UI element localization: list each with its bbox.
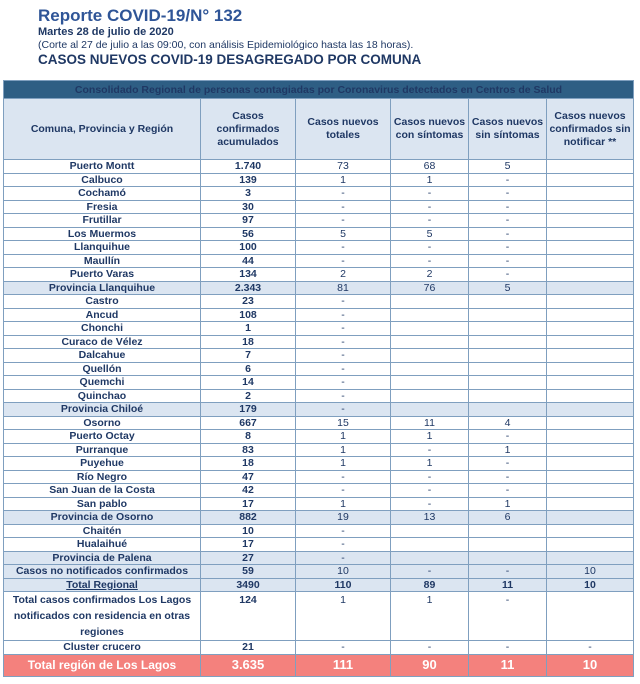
table-cell: 124	[201, 592, 296, 641]
table-cell	[547, 497, 634, 511]
table-row	[4, 241, 634, 255]
table-cell: 81	[296, 281, 391, 295]
table-cell: 10	[547, 654, 634, 676]
row-label: Hualaihué	[4, 538, 201, 552]
row-label: Quemchi	[4, 376, 201, 390]
row-label: Casos no notificados confirmados	[4, 565, 201, 579]
table-cell	[391, 403, 469, 417]
table-cell: -	[296, 524, 391, 538]
table-row	[4, 457, 634, 471]
table-cell: 110	[296, 578, 391, 592]
table-banner-row	[4, 81, 634, 99]
table-cell: 1	[391, 592, 469, 641]
row-label: Fresia	[4, 200, 201, 214]
table-cell	[547, 160, 634, 174]
table-cell: -	[296, 322, 391, 336]
table-row	[4, 187, 634, 201]
table-row	[4, 173, 634, 187]
prov-row	[4, 511, 634, 525]
table-cell	[547, 335, 634, 349]
table-row	[4, 308, 634, 322]
table-row	[4, 470, 634, 484]
table-cell	[547, 281, 634, 295]
table-cell	[391, 349, 469, 363]
table-row	[4, 268, 634, 282]
column-header: Casos nuevos totales	[296, 99, 391, 160]
row-label: Puerto Montt	[4, 160, 201, 174]
table-body	[4, 160, 634, 677]
table-cell: -	[469, 227, 547, 241]
table-cell	[547, 524, 634, 538]
table-banner: Consolidado Regional de personas contagiadas por Coronavirus detectados en Centros de Salud	[4, 81, 634, 99]
table-cell: 83	[201, 443, 296, 457]
table-cell: -	[296, 335, 391, 349]
table-cell	[547, 416, 634, 430]
table-cell: 1	[391, 457, 469, 471]
table-cell	[547, 362, 634, 376]
report-note: (Corte al 27 de julio a las 09:00, con análisis Epidemiológico hasta las 18 horas).	[38, 39, 414, 51]
table-cell	[547, 470, 634, 484]
table-cell: 17	[201, 497, 296, 511]
table-cell: 134	[201, 268, 296, 282]
table-cell: -	[391, 214, 469, 228]
column-header: Casos nuevos sin síntomas	[469, 99, 547, 160]
table-cell	[469, 551, 547, 565]
table-cell: 108	[201, 308, 296, 322]
table-cell	[469, 335, 547, 349]
row-label: Chonchi	[4, 322, 201, 336]
column-header: Casos confirmados acumulados	[201, 99, 296, 160]
table-cell: -	[296, 200, 391, 214]
table-cell: 10	[296, 565, 391, 579]
table-cell: 1	[296, 173, 391, 187]
table-cell: 1	[469, 443, 547, 457]
table-cell: 18	[201, 335, 296, 349]
table-cell: 73	[296, 160, 391, 174]
row-label: Chaitén	[4, 524, 201, 538]
table-cell	[547, 200, 634, 214]
table-row	[4, 376, 634, 390]
report-title: Reporte COVID-19/N° 132	[38, 6, 243, 25]
table-cell: -	[296, 214, 391, 228]
table-cell: 1	[469, 497, 547, 511]
row-label: Provincia de Palena	[4, 551, 201, 565]
table-cell	[469, 308, 547, 322]
row-label: Los Muermos	[4, 227, 201, 241]
table-cell: -	[296, 389, 391, 403]
table-cell: -	[469, 565, 547, 579]
table-cell	[469, 376, 547, 390]
table-cell	[469, 389, 547, 403]
table-cell: -	[391, 497, 469, 511]
table-cell: 5	[391, 227, 469, 241]
row-label: Puyehue	[4, 457, 201, 471]
table-cell: 11	[391, 416, 469, 430]
table-cell	[547, 484, 634, 498]
table-cell: -	[296, 403, 391, 417]
table-cell	[547, 322, 634, 336]
row-label: Quinchao	[4, 389, 201, 403]
table-cell: 1	[391, 430, 469, 444]
table-cell: 7	[201, 349, 296, 363]
table-cell: -	[296, 254, 391, 268]
report-date: Martes 28 de julio de 2020	[38, 26, 174, 38]
table-cell: -	[469, 241, 547, 255]
prov-row	[4, 551, 634, 565]
table-cell	[391, 335, 469, 349]
row-label: Osorno	[4, 416, 201, 430]
table-cell: -	[296, 308, 391, 322]
table-cell: 1	[201, 322, 296, 336]
table-row	[4, 430, 634, 444]
table-cell: 76	[391, 281, 469, 295]
table-cell	[391, 322, 469, 336]
table-cell: 1	[296, 592, 391, 641]
table-cell: 59	[201, 565, 296, 579]
row-label: Río Negro	[4, 470, 201, 484]
table-cell: -	[296, 187, 391, 201]
table-cell: 17	[201, 538, 296, 552]
table-cell: 89	[391, 578, 469, 592]
column-header: Casos nuevos con síntomas	[391, 99, 469, 160]
table-cell	[547, 214, 634, 228]
table-cell: -	[391, 187, 469, 201]
table-cell: -	[469, 484, 547, 498]
row-label: Llanquihue	[4, 241, 201, 255]
table-cell: -	[469, 457, 547, 471]
prov-row	[4, 281, 634, 295]
table-cell: 44	[201, 254, 296, 268]
table-cell	[547, 349, 634, 363]
table-cell: 56	[201, 227, 296, 241]
table-cell: 10	[547, 565, 634, 579]
table-cell: 30	[201, 200, 296, 214]
row-label: Puerto Varas	[4, 268, 201, 282]
row-label: Provincia Chiloé	[4, 403, 201, 417]
table-cell	[391, 389, 469, 403]
table-cell: -	[391, 200, 469, 214]
table-row	[4, 484, 634, 498]
table-cell	[469, 349, 547, 363]
table-cell: 14	[201, 376, 296, 390]
row-label: San Juan de la Costa	[4, 484, 201, 498]
table-cell: -	[296, 241, 391, 255]
table-cell: 6	[201, 362, 296, 376]
table-cell: 2.343	[201, 281, 296, 295]
row-label: Ancud	[4, 308, 201, 322]
table-cell: 15	[296, 416, 391, 430]
table-cell: 2	[296, 268, 391, 282]
table-row	[4, 389, 634, 403]
table-cell: 11	[469, 654, 547, 676]
table-cell	[547, 254, 634, 268]
table-cell: 1	[296, 443, 391, 457]
table-row	[4, 416, 634, 430]
table-cell: 1	[391, 173, 469, 187]
table-row	[4, 227, 634, 241]
table-cell: 13	[391, 511, 469, 525]
table-cell	[547, 389, 634, 403]
table-cell: 882	[201, 511, 296, 525]
column-header: Comuna, Provincia y Región	[4, 99, 201, 160]
table-cell	[547, 295, 634, 309]
table-cell	[547, 308, 634, 322]
table-cell: -	[547, 641, 634, 655]
table-cell: -	[469, 200, 547, 214]
table-cell	[547, 430, 634, 444]
table-cell: 11	[469, 578, 547, 592]
table-cell: -	[469, 641, 547, 655]
table-cell: 8	[201, 430, 296, 444]
table-cell: -	[391, 484, 469, 498]
table-cell: -	[469, 254, 547, 268]
table-cell	[547, 268, 634, 282]
table-cell	[391, 376, 469, 390]
prov-row	[4, 403, 634, 417]
table-cell: 21	[201, 641, 296, 655]
table-cell: 6	[469, 511, 547, 525]
table-cell	[547, 227, 634, 241]
row-label: Provincia Llanquihue	[4, 281, 201, 295]
table-cell: 3490	[201, 578, 296, 592]
table-cell: -	[469, 592, 547, 641]
table-cell	[547, 511, 634, 525]
row-label: Dalcahue	[4, 349, 201, 363]
table-cell	[547, 592, 634, 641]
cases-table	[3, 80, 634, 677]
row-label: Puerto Octay	[4, 430, 201, 444]
table-cell: 1	[296, 497, 391, 511]
table-cell	[547, 173, 634, 187]
table-cell: 42	[201, 484, 296, 498]
row-label: San pablo	[4, 497, 201, 511]
row-label: Curaco de Vélez	[4, 335, 201, 349]
table-cell: 1.740	[201, 160, 296, 174]
row-label: Quellón	[4, 362, 201, 376]
table-cell: 68	[391, 160, 469, 174]
table-cell: 47	[201, 470, 296, 484]
total-row	[4, 578, 634, 592]
row-label: Calbuco	[4, 173, 201, 187]
table-cell: 179	[201, 403, 296, 417]
table-cell: 111	[296, 654, 391, 676]
table-cell: 90	[391, 654, 469, 676]
table-cell: 10	[547, 578, 634, 592]
table-cell: 2	[391, 268, 469, 282]
multi-row	[4, 592, 634, 641]
table-cell: 23	[201, 295, 296, 309]
table-cell: -	[469, 470, 547, 484]
table-cell: 19	[296, 511, 391, 525]
table-cell: -	[469, 430, 547, 444]
table-cell: 1	[296, 457, 391, 471]
table-row	[4, 214, 634, 228]
table-row	[4, 538, 634, 552]
table-row	[4, 349, 634, 363]
final-row	[4, 654, 634, 676]
table-row	[4, 443, 634, 457]
table-cell: -	[391, 254, 469, 268]
column-header: Casos nuevos confirmados sin notificar **	[547, 99, 634, 160]
table-cell: -	[391, 641, 469, 655]
table-cell: -	[391, 241, 469, 255]
row-label: Castro	[4, 295, 201, 309]
table-cell	[391, 524, 469, 538]
table-cell: 5	[296, 227, 391, 241]
table-cell: 4	[469, 416, 547, 430]
table-cell: 5	[469, 160, 547, 174]
table-cell: 5	[469, 281, 547, 295]
table-cell: -	[469, 173, 547, 187]
table-cell: -	[391, 565, 469, 579]
table-cell: 27	[201, 551, 296, 565]
table-cell: -	[296, 349, 391, 363]
table-row	[4, 160, 634, 174]
table-row	[4, 335, 634, 349]
table-cell: -	[296, 295, 391, 309]
table-cell	[547, 187, 634, 201]
table-cell	[469, 524, 547, 538]
table-cell	[547, 443, 634, 457]
row-label: Cochamó	[4, 187, 201, 201]
row-label: Cluster crucero	[4, 641, 201, 655]
row-label: Total casos confirmados Los Lagos notificados con residencia en otras regiones	[4, 592, 201, 641]
table-cell	[391, 362, 469, 376]
table-cell: -	[469, 214, 547, 228]
table-cell: -	[296, 484, 391, 498]
table-row	[4, 362, 634, 376]
table-cell	[391, 295, 469, 309]
row-label: Total región de Los Lagos	[4, 654, 201, 676]
table-cell	[547, 551, 634, 565]
table-cell: -	[391, 443, 469, 457]
table-cell	[547, 376, 634, 390]
table-row	[4, 497, 634, 511]
table-cell: -	[296, 376, 391, 390]
report-header	[38, 6, 421, 68]
table-row	[4, 641, 634, 655]
table-cell: 2	[201, 389, 296, 403]
table-cell: -	[296, 362, 391, 376]
table-cell: -	[296, 538, 391, 552]
row-label: Purranque	[4, 443, 201, 457]
table-row	[4, 200, 634, 214]
table-cell	[391, 551, 469, 565]
row-label: Maullín	[4, 254, 201, 268]
table-cell: 10	[201, 524, 296, 538]
table-cell: 100	[201, 241, 296, 255]
table-row	[4, 524, 634, 538]
table-cell: 97	[201, 214, 296, 228]
table-cell	[547, 241, 634, 255]
table-cell	[547, 457, 634, 471]
table-cell: -	[296, 551, 391, 565]
prov-row	[4, 565, 634, 579]
table-cell: 18	[201, 457, 296, 471]
table-cell	[469, 403, 547, 417]
table-cell: -	[296, 641, 391, 655]
table-cell: 3.635	[201, 654, 296, 676]
row-label: Total Regional	[4, 578, 201, 592]
table-cell: -	[296, 470, 391, 484]
table-cell: 3	[201, 187, 296, 201]
table-row	[4, 322, 634, 336]
table-cell: -	[469, 268, 547, 282]
table-cell: -	[469, 187, 547, 201]
row-label: Frutillar	[4, 214, 201, 228]
table-cell	[469, 295, 547, 309]
table-cell: 667	[201, 416, 296, 430]
table-cell	[547, 538, 634, 552]
table-cell: 139	[201, 173, 296, 187]
table-cell	[469, 538, 547, 552]
table-cell	[391, 538, 469, 552]
table-cell	[469, 322, 547, 336]
table-row	[4, 295, 634, 309]
report-subtitle: CASOS NUEVOS COVID-19 DESAGREGADO POR COMUNA	[38, 52, 422, 67]
table-row	[4, 254, 634, 268]
table-cell	[547, 403, 634, 417]
table-cell: 1	[296, 430, 391, 444]
table-cell	[469, 362, 547, 376]
table-cell: -	[391, 470, 469, 484]
row-label: Provincia de Osorno	[4, 511, 201, 525]
table-cell	[391, 308, 469, 322]
table-header-row	[4, 99, 634, 160]
